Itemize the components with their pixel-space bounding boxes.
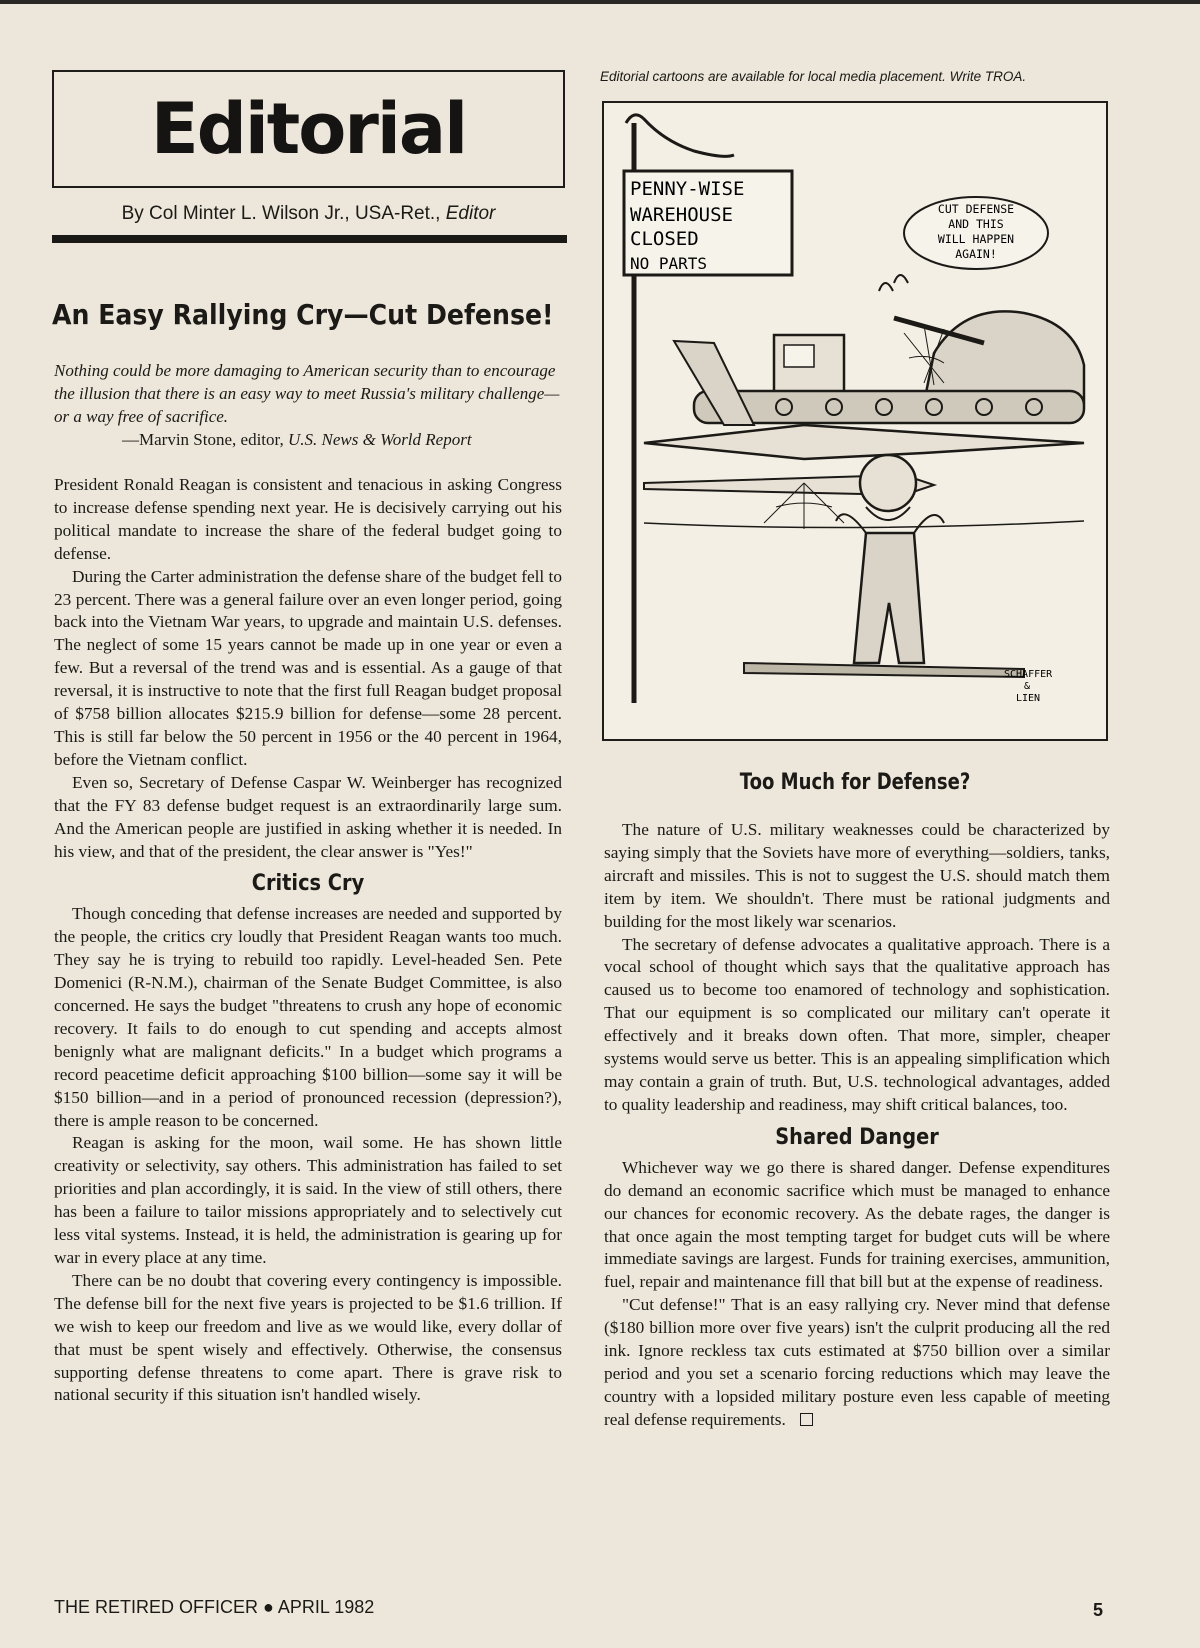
cartoon-signature: SCHAFFER (1004, 669, 1053, 680)
subhead-critics-cry: Critics Cry (251, 871, 365, 897)
closing-text: "Cut defense!" That is an easy rallying cry. Never mind that defense ($180 billion more over five years) isn't the culprit producing all the red ink. Ignore reckless tax cuts estimated at $750 billion over a similar period and you set a scenario forcing reductions which may leave the country with a lopsided military posture even less capable of meeting real defense requirements. (604, 1295, 1110, 1429)
ground-line (644, 521, 1084, 528)
article-paragraph: There can be no doubt that covering every contingency is impossible. The defense bill for the next five years is projected to be $1.6 trillion. If we wish to keep our freedom and live as we would like, every dollar of that must be spent wisely and effectively. Otherwise, the consensus supporting defense threatens to come apart. There is grave risk to national security if this situation isn't handled wisely. (54, 1270, 562, 1405)
article-paragraph: Reagan is asking for the moon, wail some. He has shown little creativity or selectivity, say others. This administration has failed to set priorities and plan accordingly, it is said. In the view of still others, there has been a failure to tailor missions appropriately and to selectively cut less vital systems. Instead, it is held, the administration is gearing up for war in every place at any time. (54, 1133, 562, 1267)
speech-line: WILL HAPPEN (937, 232, 1015, 246)
article-paragraph: Whichever way we go there is shared danger. Defense expenditures do demand an economic sacrifice which must be managed to enhance our chances for economic recovery. As the debate rages, the danger is that once again the most tempting target for budget cuts will be where immediate savings are largest. Funds for training exercises, ammunition, fuel, repair and maintenance fill that bill but at the expense of readiness. (604, 1157, 1110, 1292)
cartoon-signature: LIEN (1016, 693, 1041, 704)
soldier-body (854, 533, 924, 663)
article-paragraph-last (604, 1294, 1110, 1431)
editorial-cartoon (602, 101, 1108, 741)
sign-hook (626, 115, 734, 157)
article-paragraph: The nature of U.S. military weaknesses could be characterized by saying simply that the Soviets have more of everything—soldiers, tanks, aircraft and missiles. This is not to suggest the U.S. should match them item by item. We shouldn't. There must be rational judgments and building for the most likely war scenarios. (604, 820, 1110, 931)
birds (879, 275, 908, 291)
article-paragraph: President Ronald Reagan is consistent and tenacious in asking Congress to increase defense spending next year. He is decisively carrying out his political mandate to increase the share of the federal budget going to defense. (54, 475, 562, 563)
fighter-jet (644, 425, 1084, 459)
epigraph-quote: Nothing could be more damaging to American security than to encourage the illusion that there is an easy way to meet Russia's military challenge—or a way free of sacrifice. (54, 361, 560, 426)
sign-line: WAREHOUSE (630, 204, 733, 226)
article-paragraph: During the Carter administration the defense share of the budget fell to 23 percent. There was a general failure over an even longer period, going back into the Vietnam War years, to upgrade and maintain U.S. defenses. The neglect of some 15 years cannot be made up in one year or even a few. But a reversal of the trend was and is essential. As a gauge of that reversal, it is instructive to note that the first full Reagan budget proposal of $758 billion allocates $215.9 billion for defense—some 28 percent. This is still far below the 50 percent in 1956 or the 40 percent in 1964, before the Vietnam conflict. (54, 566, 562, 769)
article-paragraph: Though conceding that defense increases are needed and supported by the people, the critics cry loudly that President Reagan wants too much. They say he is trying to rebuild too rapidly. Level-headed Sen. Pete Domenici (R-N.M.), chairman of the Senate Budget Committee, is also concerned. He says the budget "threatens to crush any hope of economic recovery. It fails to do enough to cut spending and accepts almost benignly what are malignant deficits." In a budget which programs a record peacetime deficit approaching $100 billion—some say it will be $150 billion—and in a period of pronounced recession (depression?), there is ample reason to be concerned. (54, 904, 562, 1130)
soldier-rifle (744, 663, 1024, 677)
byline (52, 203, 565, 225)
cartoon-caption: Too Much for Defense? (739, 770, 971, 795)
byline-rule (52, 235, 567, 243)
masthead-box (52, 70, 565, 188)
cartoon-note: Editorial cartoons are available for local media placement. Write TROA. (600, 69, 1027, 84)
sign-line: NO PARTS (630, 254, 708, 273)
soldier-helmet (860, 455, 916, 511)
sign-line: CLOSED (630, 228, 699, 250)
article-paragraph: Even so, Secretary of Defense Caspar W. Weinberger has recognized that the FY 83 defense budget request is an extraordinarily large sum. And the American people are justified in asking whether it is needed. In his view, and that of the president, the clear answer is "Yes!" (54, 772, 562, 861)
speech-line: AGAIN! (955, 247, 997, 261)
truck-window (784, 345, 814, 367)
article-paragraph: The secretary of defense advocates a qualitative approach. There is a vocal school of thought which says that the qualitative approach has caused us to become too enamored of technology and sophistication. That our equipment is so complicated our military can't operate it effectively and it breaks down often. That more, simpler, cheaper systems would serve us better. This is an appealing simplification which may contain a grain of truth. But, U.S. technological advantages, added to quality leadership and readiness, may shift critical balances, too. (604, 934, 1110, 1114)
cartoon-drawing (604, 103, 1106, 739)
speech-line: CUT DEFENSE (937, 202, 1015, 216)
article-headline: An Easy Rallying Cry—Cut Defense! (52, 298, 554, 331)
sign-line: PENNY-WISE (630, 178, 745, 200)
epigraph-author: —Marvin Stone, editor, (122, 430, 288, 449)
masthead-title: Editorial (150, 88, 467, 170)
article-column-left (54, 474, 562, 1407)
cobweb-on-soldier (836, 514, 944, 533)
byline-author: By Col Minter L. Wilson Jr., USA-Ret., (121, 203, 446, 224)
epigraph-attribution (122, 428, 572, 451)
footer-publication: THE RETIRED OFFICER ● APRIL 1982 (54, 1597, 375, 1617)
speech-line: AND THIS (948, 217, 1004, 231)
cartoon-signature: & (1024, 681, 1031, 692)
article-column-right (604, 819, 1110, 1432)
subhead-shared-danger: Shared Danger (775, 1124, 939, 1150)
tank-turret (924, 311, 1084, 403)
page-number: 5 (1093, 1600, 1104, 1620)
top-border (0, 0, 1200, 4)
epigraph-source: U.S. News & World Report (288, 430, 472, 449)
end-mark-icon (800, 1413, 813, 1426)
byline-role: Editor (445, 203, 496, 224)
